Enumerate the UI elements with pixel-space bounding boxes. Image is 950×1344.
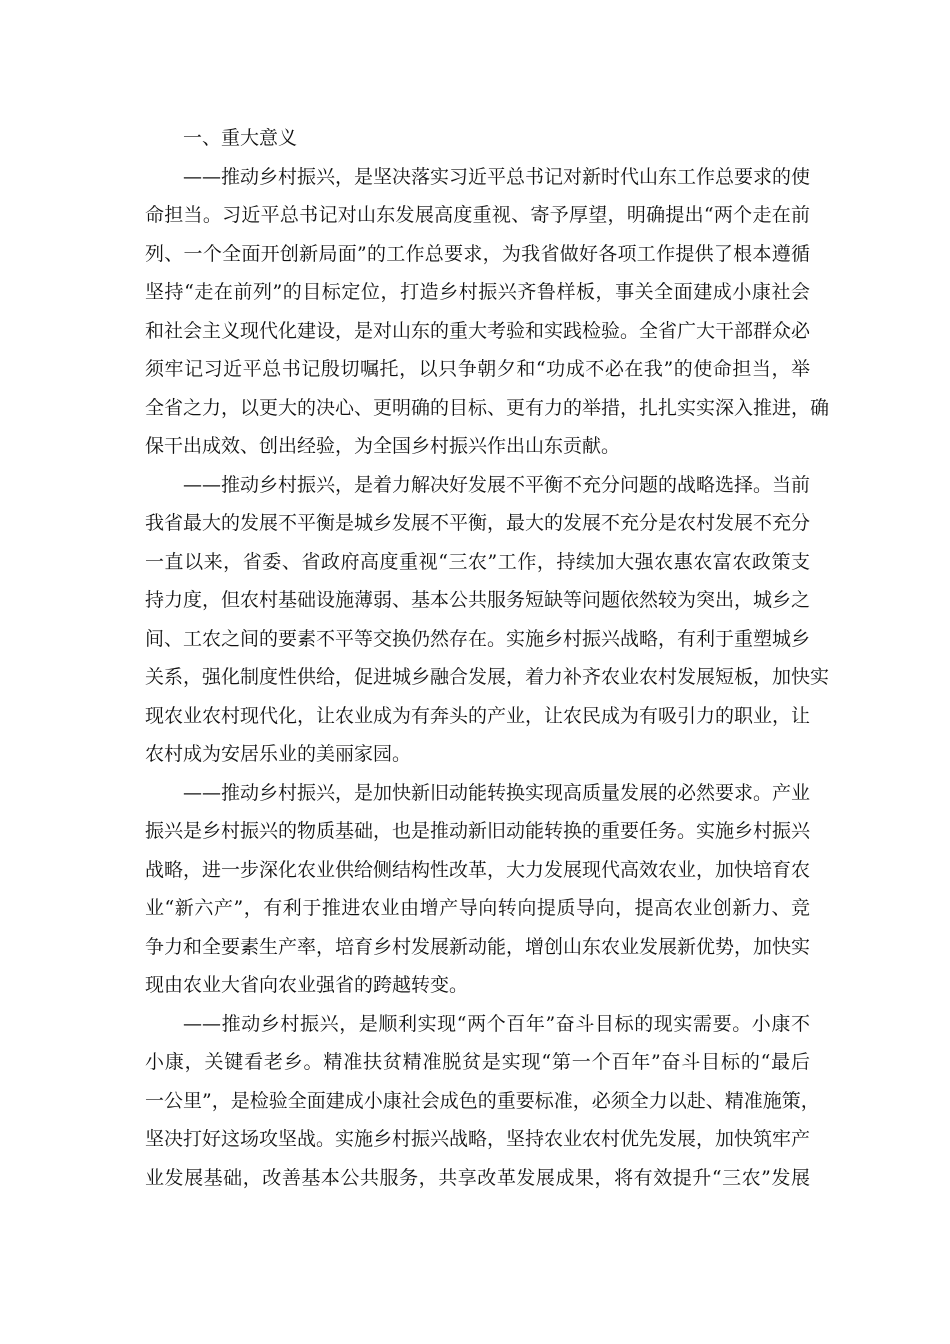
paragraph-line: 和社会主义现代化建设，是对山东的重大考验和实践检验。全省广大干部群众必 [145, 319, 811, 342]
paragraph-line: 业发展基础，改善基本公共服务，共享改革发展成果，将有效提升“三农”发展 [145, 1166, 810, 1189]
paragraph-line: 一公里”，是检验全面建成小康社会成色的重要标准，必须全力以赴、精准施策， [145, 1089, 820, 1112]
paragraph-line: 关系，强化制度性供给，促进城乡融合发展，着力补齐农业农村发展短板，加快实 [145, 666, 830, 688]
paragraph-line: 坚决打好这场攻坚战。实施乡村振兴战略，坚持农业农村优先发展，加快筑牢产 [145, 1128, 811, 1150]
paragraph-line: 须牢记习近平总书记殷切嘱托，以只争朝夕和“功成不必在我”的使命担当，举 [145, 358, 810, 380]
paragraph-line: ——推动乡村振兴，是加快新旧动能转换实现高质量发展的必然要求。产业 [183, 781, 811, 804]
paragraph-line: 小康，关键看老乡。精准扶贫精准脱贫是实现“第一个百年”奋斗目标的“最后 [145, 1051, 810, 1073]
document-body [145, 119, 830, 1197]
paragraph-line: 振兴是乡村振兴的物质基础，也是推动新旧动能转换的重要任务。实施乡村振兴 [145, 820, 811, 842]
paragraph-line: ——推动乡村振兴，是顺利实现“两个百年”奋斗目标的现实需要。小康不 [183, 1012, 810, 1035]
paragraph-line: 战略，进一步深化农业供给侧结构性改革，大力发展现代高效农业，加快培育农 [145, 858, 811, 881]
paragraph-line: 间、工农之间的要素不平等交换仍然存在。实施乡村振兴战略，有利于重塑城乡 [145, 627, 811, 650]
paragraph-line: ——推动乡村振兴，是坚决落实习近平总书记对新时代山东工作总要求的使 [183, 165, 811, 188]
paragraph-line: 业“新六产”，有利于推进农业由增产导向转向提质导向，提高农业创新力、竞 [145, 897, 810, 919]
paragraph-line: 命担当。习近平总书记对山东发展高度重视、寄予厚望，明确提出“两个走在前 [145, 204, 810, 226]
paragraph-line: 一直以来，省委、省政府高度重视“三农”工作，持续加大强农惠农富农政策支 [145, 550, 810, 573]
paragraph-line: 列、一个全面开创新局面”的工作总要求，为我省做好各项工作提供了根本遵循 [145, 242, 810, 265]
paragraph-line: 现由农业大省向农业强省的跨越转变。 [145, 974, 469, 996]
paragraph-line: 全省之力，以更大的决心、更明确的目标、更有力的举措，扎扎实实深入推进，确 [145, 396, 830, 419]
paragraph-line: 我省最大的发展不平衡是城乡发展不平衡，最大的发展不充分是农村发展不充分 [145, 512, 811, 534]
section-heading: 一、重大意义 [183, 127, 298, 149]
paragraph-line: 持力度，但农村基础设施薄弱、基本公共服务短缺等问题依然较为突出，城乡之 [145, 589, 811, 611]
paragraph-line: 争力和全要素生产率，培育乡村发展新动能，增创山东农业发展新优势，加快实 [145, 935, 811, 958]
paragraph-line: ——推动乡村振兴，是着力解决好发展不平衡不充分问题的战略选择。当前 [183, 473, 811, 496]
paragraph-line: 坚持“走在前列”的目标定位，打造乡村振兴齐鲁样板，事关全面建成小康社会 [145, 281, 810, 303]
paragraph-line: 现农业农村现代化，让农业成为有奔头的产业，让农民成为有吸引力的职业，让 [145, 704, 811, 727]
paragraph-line: 保干出成效、创出经验，为全国乡村振兴作出山东贡献。 [145, 435, 621, 457]
paragraph-line: 农村成为安居乐业的美丽家园。 [145, 743, 412, 765]
